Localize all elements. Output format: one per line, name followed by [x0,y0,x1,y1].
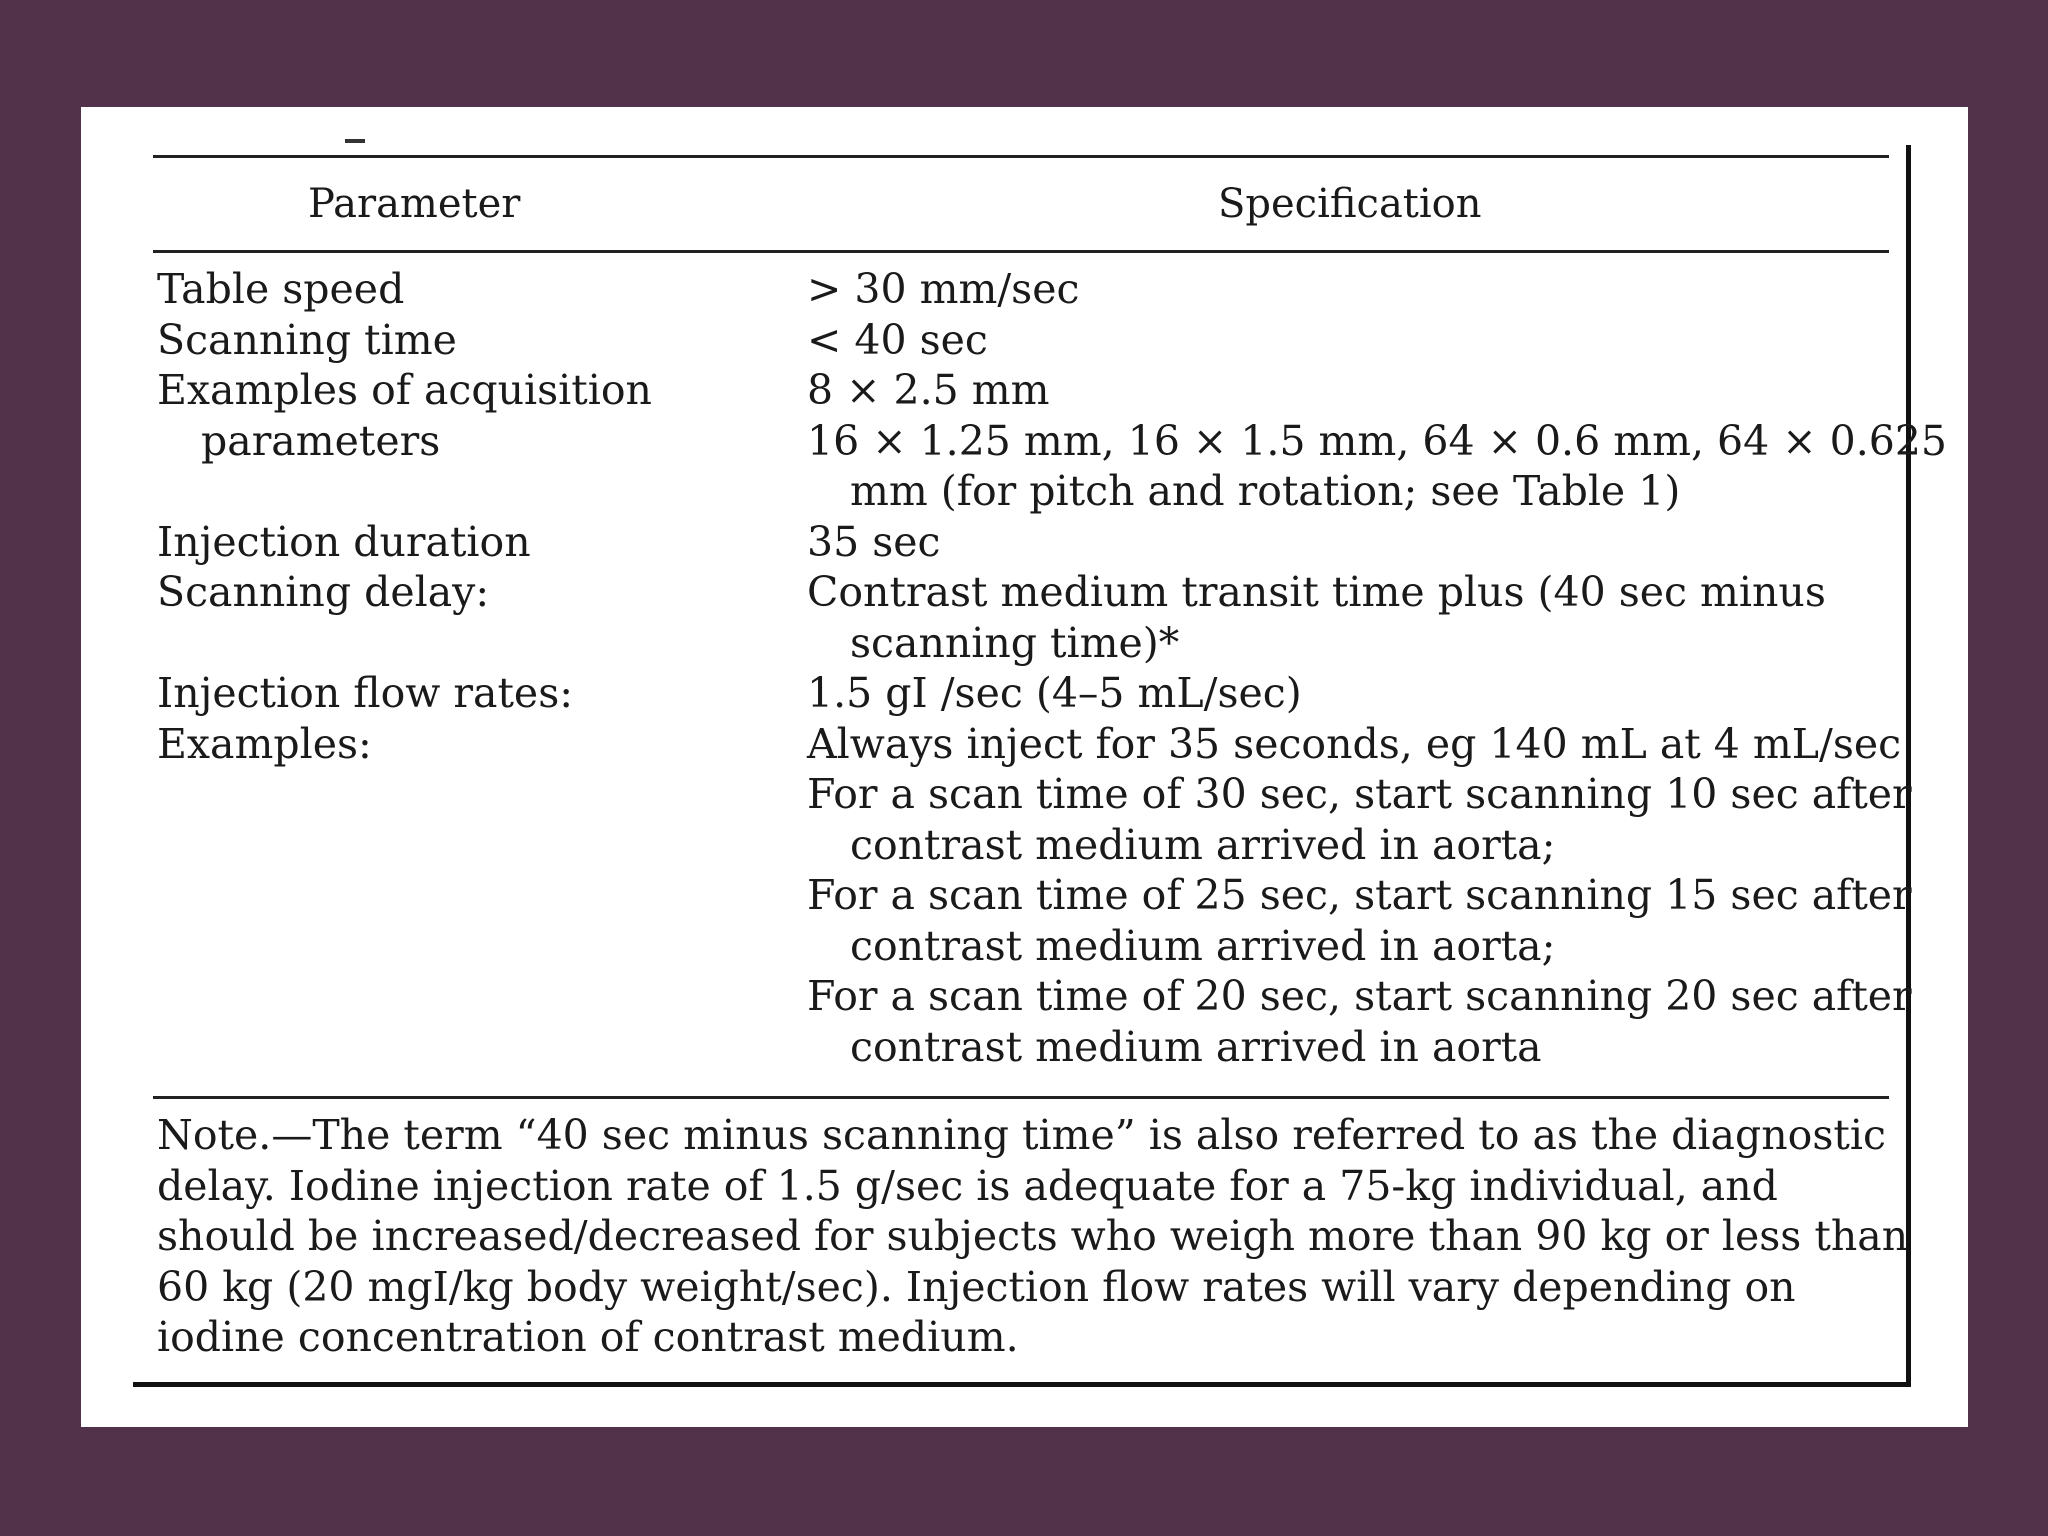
parameter-text: Scanning time [157,315,457,364]
note-rule [153,1096,1889,1099]
specification-text: For a scan time of 25 sec, start scanning 15 sec after [807,871,1912,919]
specification-text: < 40 sec [807,315,988,364]
table-note [157,1110,1909,1363]
header-rule [153,250,1889,253]
specification-text: contrast medium arrived in aorta [850,1022,1542,1071]
parameter-cell [157,719,807,770]
specification-text: > 30 mm/sec [807,265,1080,313]
parameter-text: Injection flow rates: [157,669,574,717]
parameter-text: Examples: [157,719,372,768]
specification-text: contrast medium arrived in aorta; [850,921,1556,970]
specification-cell [807,365,1947,517]
note-line: should be increased/decreased for subjects who weigh more than 90 kg or less than [157,1212,1909,1260]
cropped-caption-fragment [345,139,365,143]
specification-text: Always inject for 35 seconds, eg 140 mL at 4 mL/sec [807,719,1902,768]
parameter-text: parameters [201,416,441,465]
parameter-cell [157,567,807,618]
table-row [157,365,1947,517]
parameter-cell [157,365,807,466]
note-line: delay. Iodine injection rate of 1.5 g/sec is adequate for a 75-kg individual, and [157,1161,1778,1210]
table-row [157,668,1893,719]
table-row [157,719,1912,1073]
parameter-cell [157,264,807,315]
header-specification: Specification [1218,181,1482,227]
specification-text: mm (for pitch and rotation; see Table 1) [850,467,1681,515]
header-parameter: Parameter [308,181,521,227]
specification-text: Contrast medium transit time plus (40 sec minus [807,568,1826,616]
table-row [157,517,1893,568]
table-row [157,567,1893,668]
parameter-cell [157,315,807,366]
parameter-text: Injection duration [157,517,531,566]
specification-text: 35 sec [807,517,941,566]
parameter-text: Examples of acquisition [157,366,652,414]
parameter-cell [157,517,807,568]
parameter-text: Table speed [157,265,405,313]
specification-cell [807,264,1893,315]
specification-text: 1.5 gI /sec (4–5 mL/sec) [807,669,1302,717]
parameter-text: Scanning delay: [157,568,490,616]
table-row [157,264,1893,315]
table-body [157,264,1947,1072]
table-row [157,315,1893,366]
note-line: iodine concentration of contrast medium. [157,1313,1019,1361]
specification-text: 8 × 2.5 mm [807,366,1050,414]
specification-cell [807,668,1893,719]
specification-cell [807,315,1893,366]
specification-text: 16 × 1.25 mm, 16 × 1.5 mm, 64 × 0.6 mm, 64 × 0.625 [807,416,1947,465]
specification-text: contrast medium arrived in aorta; [850,820,1556,869]
note-line: Note.—The term “40 sec minus scanning time” is also referred to as the diagnostic [157,1111,1886,1159]
specification-cell [807,517,1893,568]
specification-text: For a scan time of 30 sec, start scanning 10 sec after [807,770,1912,818]
note-line: 60 kg (20 mgI/kg body weight/sec). Injection flow rates will vary depending on [157,1262,1796,1311]
specification-cell [807,719,1912,1073]
table-top-rule [153,155,1889,158]
specification-cell [807,567,1893,668]
specification-text: scanning time)* [850,618,1180,667]
parameter-cell [157,668,807,719]
specification-text: For a scan time of 20 sec, start scanning 20 sec after [807,972,1912,1020]
